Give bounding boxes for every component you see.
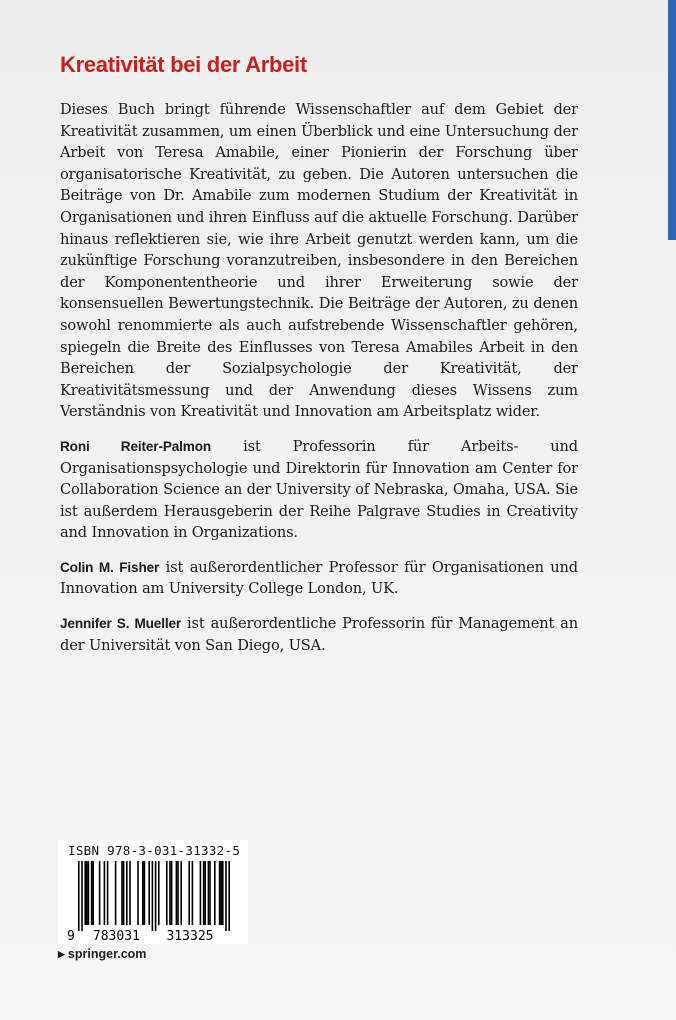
barcode-bar bbox=[158, 861, 160, 925]
barcode-bar bbox=[208, 861, 210, 925]
description: Dieses Buch bringt führende Wissenschaftler auf dem Gebiet der Kreativität zusammen, um einen Überblick und eine Untersuchung der Arbeit von Teresa Amabile, einer Pionierin der Forschung über organisatorische Kreativität, zu geben. Die Autoren untersuchen die Beiträge von Dr. Amabile zum modernen Studium der Kreativität in Organisationen und ihren Einfluss auf die aktuelle Forschung. Darüber hinaus reflektieren sie, wie ihre Arbeit genutzt werden kann, um die zukünftige Forschung voranzutreiben, insbesondere in den Bereichen der Komponententheorie und ihrer Erweiterung sowie der konsensuellen Bewertungstechnik. Die Beiträge der Autoren, zu denen sowohl renommierte als auch aufstrebende Wissenschaftler gehören, spiegeln die Breite des Einflusses von Teresa Amabiles Arbeit in den Bereichen der Sozialpsychologie der Kreativität, der Kreativitätsmessung und der Anwendung dieses Wissens zum Verständnis von Kreativität und Innovation am Arbeitsplatz wider. bbox=[60, 101, 578, 421]
barcode-bar bbox=[219, 861, 221, 925]
barcode-digits: 783031 bbox=[92, 929, 140, 941]
back-cover-text bbox=[60, 99, 578, 669]
barcode-digits: 9 bbox=[67, 929, 75, 941]
barcode-bar bbox=[92, 861, 94, 925]
barcode-bar bbox=[188, 861, 190, 925]
barcode-digits: 313325 bbox=[166, 929, 214, 941]
accent-bar bbox=[668, 0, 676, 240]
barcode-bar bbox=[104, 861, 106, 925]
barcode-bar bbox=[78, 861, 80, 931]
barcode-bar bbox=[144, 861, 146, 925]
author-name-3: Jennifer S. Mueller bbox=[60, 616, 182, 632]
barcode-bar bbox=[152, 861, 154, 931]
barcode-bar bbox=[176, 861, 178, 925]
barcode-bar bbox=[88, 861, 90, 925]
barcode-bar bbox=[220, 861, 222, 925]
barcode-bar bbox=[126, 861, 128, 925]
barcode-bar bbox=[203, 861, 205, 925]
barcode-bar bbox=[129, 861, 131, 925]
barcode-bar bbox=[177, 861, 179, 925]
isbn-barcode bbox=[58, 840, 248, 944]
publisher-url: springer.com bbox=[67, 947, 147, 961]
barcode-bar bbox=[155, 861, 157, 931]
publisher-link[interactable] bbox=[58, 947, 146, 961]
book-title: Kreativität bei der Arbeit bbox=[60, 52, 307, 77]
barcode-bar bbox=[91, 861, 93, 925]
barcode-bar bbox=[169, 861, 171, 925]
barcode-bar bbox=[228, 861, 230, 931]
barcode-graphic bbox=[66, 861, 240, 941]
barcode-bar bbox=[107, 861, 109, 925]
barcode-bar bbox=[214, 861, 216, 925]
author-bio-2 bbox=[60, 557, 578, 600]
barcode-bar bbox=[209, 861, 211, 925]
barcode-bar bbox=[121, 861, 123, 925]
barcode-bar bbox=[180, 861, 182, 925]
barcode-bar bbox=[204, 861, 206, 925]
barcode-bar bbox=[200, 861, 202, 925]
author-bio-text-3: ist außerordentliche Professorin für Management an der Universität von San Diego, USA. bbox=[60, 615, 578, 654]
barcode-bar bbox=[86, 861, 88, 925]
barcode-bar bbox=[225, 861, 227, 931]
barcode-bar bbox=[166, 861, 168, 925]
barcode-bar bbox=[99, 861, 101, 925]
author-name-2: Colin M. Fisher bbox=[60, 559, 160, 575]
barcode-bar bbox=[142, 861, 144, 925]
barcode-bar bbox=[81, 861, 83, 931]
barcode-bar bbox=[123, 861, 125, 925]
barcode-bar bbox=[137, 861, 139, 925]
barcode-bar bbox=[192, 861, 194, 925]
author-bio-text-2: ist außerordentlicher Professor für Organisationen und Innovation am University College London, UK. bbox=[60, 558, 578, 598]
barcode-bar bbox=[148, 861, 150, 925]
isbn-label: ISBN 978-3-031-31332-5 bbox=[68, 843, 241, 858]
barcode-bar bbox=[115, 861, 117, 925]
barcode-bar bbox=[222, 861, 224, 925]
author-bio-1 bbox=[60, 436, 578, 544]
author-name-1: Roni Reiter-Palmon bbox=[60, 438, 212, 454]
barcode-bar bbox=[171, 861, 173, 925]
arrow-right-icon: ▶ bbox=[58, 949, 65, 959]
author-bio-3 bbox=[60, 613, 578, 656]
barcode-bar bbox=[84, 861, 86, 925]
author-bio-text-1: ist Professorin für Arbeits- und Organisationspsychologie und Direktorin für Innovation am Center for Collaboration Science an der University of Nebraska, Omaha, USA. Sie ist außerdem Herausgeberin der Reihe Palgrave Studies in Creativity and Innovation in Organizations. bbox=[60, 437, 578, 542]
